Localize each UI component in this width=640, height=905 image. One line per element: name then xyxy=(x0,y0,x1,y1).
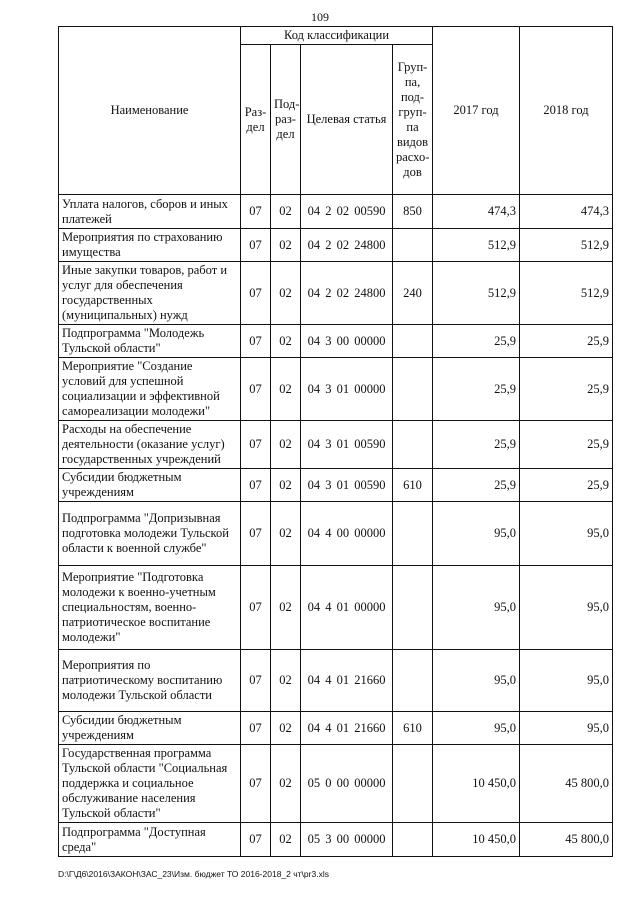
table-row xyxy=(59,502,613,566)
row-subsection: 02 xyxy=(271,650,301,712)
row-group xyxy=(393,650,433,712)
row-2018: 95,0 xyxy=(520,712,613,745)
table-row xyxy=(59,358,613,421)
row-subsection: 02 xyxy=(271,566,301,650)
row-target: 04 4 01 00000 xyxy=(301,566,393,650)
row-2017: 25,9 xyxy=(433,421,520,469)
row-2018: 512,9 xyxy=(520,229,613,262)
header-target: Целевая статья xyxy=(301,45,393,195)
row-target: 04 4 01 21660 xyxy=(301,712,393,745)
row-section: 07 xyxy=(241,229,271,262)
row-group xyxy=(393,566,433,650)
row-target: 04 3 01 00000 xyxy=(301,358,393,421)
row-name: Подпрограмма "Доступная среда" xyxy=(59,823,241,857)
row-2017: 95,0 xyxy=(433,650,520,712)
row-2017: 95,0 xyxy=(433,502,520,566)
row-2017: 474,3 xyxy=(433,195,520,229)
row-group: 610 xyxy=(393,712,433,745)
table-row xyxy=(59,229,613,262)
row-section: 07 xyxy=(241,566,271,650)
row-section: 07 xyxy=(241,421,271,469)
row-target: 04 2 02 00590 xyxy=(301,195,393,229)
row-subsection: 02 xyxy=(271,421,301,469)
row-section: 07 xyxy=(241,823,271,857)
row-target: 04 4 01 21660 xyxy=(301,650,393,712)
row-2017: 95,0 xyxy=(433,566,520,650)
row-group xyxy=(393,823,433,857)
row-name: Субсидии бюджетным учреждениям xyxy=(59,469,241,502)
table-row xyxy=(59,469,613,502)
row-target: 04 3 00 00000 xyxy=(301,325,393,358)
row-subsection: 02 xyxy=(271,823,301,857)
row-target: 04 2 02 24800 xyxy=(301,262,393,325)
row-section: 07 xyxy=(241,650,271,712)
row-target: 04 2 02 24800 xyxy=(301,229,393,262)
row-target: 05 0 00 00000 xyxy=(301,745,393,823)
row-subsection: 02 xyxy=(271,502,301,566)
row-section: 07 xyxy=(241,358,271,421)
row-section: 07 xyxy=(241,745,271,823)
row-name: Иные закупки товаров, работ и услуг для обеспечения государственных (муниципальных) нужд xyxy=(59,262,241,325)
row-2018: 25,9 xyxy=(520,358,613,421)
row-2017: 10 450,0 xyxy=(433,823,520,857)
row-target: 04 4 00 00000 xyxy=(301,502,393,566)
row-target: 04 3 01 00590 xyxy=(301,469,393,502)
row-2018: 25,9 xyxy=(520,469,613,502)
page-number: 109 xyxy=(311,10,329,24)
row-2018: 95,0 xyxy=(520,650,613,712)
row-group xyxy=(393,745,433,823)
row-2018: 512,9 xyxy=(520,262,613,325)
table-row xyxy=(59,823,613,857)
row-2017: 25,9 xyxy=(433,358,520,421)
row-2018: 95,0 xyxy=(520,502,613,566)
table-row xyxy=(59,566,613,650)
row-2018: 25,9 xyxy=(520,325,613,358)
row-2018: 95,0 xyxy=(520,566,613,650)
row-subsection: 02 xyxy=(271,469,301,502)
row-subsection: 02 xyxy=(271,195,301,229)
row-group: 610 xyxy=(393,469,433,502)
table-row xyxy=(59,421,613,469)
row-name: Субсидии бюджетным учреждениям xyxy=(59,712,241,745)
table-row xyxy=(59,262,613,325)
row-name: Уплата налогов, сборов и иных платежей xyxy=(59,195,241,229)
header-code-group: Код классификации xyxy=(241,27,433,45)
row-2017: 25,9 xyxy=(433,469,520,502)
row-section: 07 xyxy=(241,502,271,566)
row-group xyxy=(393,229,433,262)
table-row xyxy=(59,325,613,358)
header-2017: 2017 год xyxy=(433,27,520,195)
row-2017: 512,9 xyxy=(433,229,520,262)
row-name: Мероприятия по патриотическому воспитанию молодежи Тульской области xyxy=(59,650,241,712)
row-name: Мероприятие "Подготовка молодежи к военно-учетным специальностям, военно-патриотическое воспитание молодежи" xyxy=(59,566,241,650)
row-2017: 95,0 xyxy=(433,712,520,745)
row-group: 240 xyxy=(393,262,433,325)
table-row xyxy=(59,195,613,229)
row-2017: 10 450,0 xyxy=(433,745,520,823)
row-name: Мероприятие "Создание условий для успешной социализации и эффективной самореализации молодежи" xyxy=(59,358,241,421)
row-subsection: 02 xyxy=(271,745,301,823)
header-2018: 2018 год xyxy=(520,27,613,195)
row-name: Подпрограмма "Молодежь Тульской области" xyxy=(59,325,241,358)
row-subsection: 02 xyxy=(271,358,301,421)
row-2017: 25,9 xyxy=(433,325,520,358)
row-2017: 512,9 xyxy=(433,262,520,325)
header-group: Груп- па, под- груп- па видов расхо- дов xyxy=(393,45,433,195)
row-name: Расходы на обеспечение деятельности (оказание услуг) государственных учреждений xyxy=(59,421,241,469)
table-row xyxy=(59,712,613,745)
row-name: Подпрограмма "Допризывная подготовка молодежи Тульской области к военной службе" xyxy=(59,502,241,566)
budget-table xyxy=(58,26,613,857)
row-2018: 25,9 xyxy=(520,421,613,469)
row-group xyxy=(393,325,433,358)
row-subsection: 02 xyxy=(271,325,301,358)
row-section: 07 xyxy=(241,712,271,745)
row-2018: 45 800,0 xyxy=(520,745,613,823)
row-name: Государственная программа Тульской области "Социальная поддержка и социальное обслуживание населения Тульской области" xyxy=(59,745,241,823)
row-group xyxy=(393,502,433,566)
row-group xyxy=(393,421,433,469)
row-subsection: 02 xyxy=(271,712,301,745)
row-subsection: 02 xyxy=(271,262,301,325)
row-group xyxy=(393,358,433,421)
row-section: 07 xyxy=(241,469,271,502)
file-path-footer: D:\Г\Д6\2016\ЗАКОН\ЗАС_23\Изм. бюджет ТО 2016-2018_2 чт\pr3.xls xyxy=(58,869,329,879)
row-section: 07 xyxy=(241,325,271,358)
row-2018: 474,3 xyxy=(520,195,613,229)
row-group: 850 xyxy=(393,195,433,229)
header-subsection: Под- раз- дел xyxy=(271,45,301,195)
table-row xyxy=(59,650,613,712)
row-section: 07 xyxy=(241,262,271,325)
table-row xyxy=(59,745,613,823)
row-target: 05 3 00 00000 xyxy=(301,823,393,857)
row-name: Мероприятия по страхованию имущества xyxy=(59,229,241,262)
header-name: Наименование xyxy=(59,27,241,195)
row-section: 07 xyxy=(241,195,271,229)
row-2018: 45 800,0 xyxy=(520,823,613,857)
header-section: Раз- дел xyxy=(241,45,271,195)
row-target: 04 3 01 00590 xyxy=(301,421,393,469)
row-subsection: 02 xyxy=(271,229,301,262)
